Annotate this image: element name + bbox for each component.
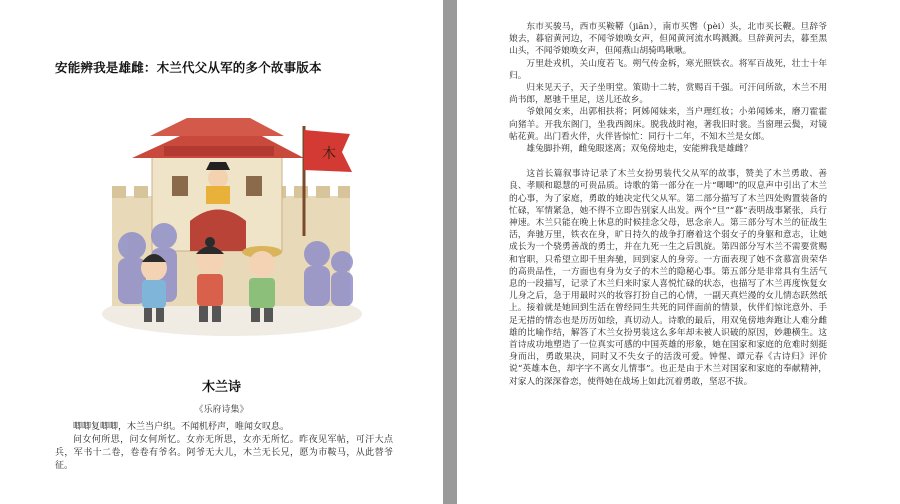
poem-continuation xyxy=(509,21,827,388)
commentary: 这首长篇叙事诗记录了木兰女扮男装代父从军的故事，赞美了木兰勇敢、善良、孝顺和聪慧的可贵品质。诗歌的第一部分在一片“唧唧”的叹息声中引出了木兰的心事，为了家庭，勇敢的她决定代父从军。第二部分描写了木兰四处购置装备的忙碌，军情紧急，她不得不立即告别家人出发。两个“旦”“暮”表明战事紧张，兵行神速。木兰只能在晚上休息的时候挂念父母，思念亲人。第三部分写木兰的征战生活，奔驰万里，铁衣在身，旷日持久的战争打磨着这个弱女子的身躯和意志，让她成长为一个骁勇善战的勇士，并在九死一生之后凯旋。第四部分写木兰不需要赏赐和官职，只希望立即千里奔驰，回到家人的身旁。一方面表现了她不贪慕富贵荣华的高贵品性，一方面也有身为女子的木兰的隐秘心事。第五部分是非常具有生活气息的一段描写，记录了木兰归来时家人喜悦忙碌的状态，也描写了木兰再度恢复女儿身之后，急于用最时兴的妆容打扮自己的心情，一副天真烂漫的女儿情态跃然纸上。接着就是她回到生活在曾经同生共死的同伴面前的情景，伙伴们惊诧意外、手足无措的情态也是历历如绘，真切动人。诗歌的最后，用双兔傍地奔跑让人难分雌雄的比喻作结，解答了木兰女扮男装这么多年却未被人识破的原因，妙趣横生。这首诗成功地塑造了一位真实可感的中国英雄的形象，她在国家和家庭的危难时刻挺身而出，勇敢果决，同时又不失女子的活泼可爱。钟惺、谭元春《古诗归》评价说“英雄本色，却字字不离女儿情事”。也正是由于木兰对国家和家庭的奉献精神，对家人的深深眷恋，使得她在战场上如此沉着勇敢，坚忍不拔。 xyxy=(509,169,827,387)
paragraph: 万里赴戎机，关山度若飞。朔气传金柝，寒光照铁衣。将军百战死，壮士十年归。 xyxy=(509,58,827,81)
page-title: 安能辨我是雄雌：木兰代父从军的多个故事版本 xyxy=(55,60,322,75)
upper-roof xyxy=(150,118,284,136)
poem-opening xyxy=(55,421,393,473)
flag-char: 木 xyxy=(322,146,336,162)
mulan-illustration xyxy=(92,86,364,358)
poem-source: 《乐府诗集》 xyxy=(194,405,249,415)
poem-title: 木兰诗 xyxy=(201,380,241,395)
paragraph: 唧唧复唧唧，木兰当户织。不闻机杼声，唯闻女叹息。 xyxy=(73,422,290,432)
gate-door xyxy=(190,210,246,252)
paragraph: 归来见天子，天子坐明堂。策勋十二转，赏赐百千强。可汗问所欲，木兰不用尚书郎，愿驰千里足，送儿还故乡。 xyxy=(509,83,827,106)
paragraph: 雄兔脚扑朔，雌兔眼迷离；双兔傍地走，安能辨我是雄雌？ xyxy=(526,144,753,155)
commander-face xyxy=(208,168,228,188)
left-page xyxy=(0,0,443,504)
page-divider xyxy=(443,0,457,504)
paragraph: 东市买骏马，西市买鞍鞯（jiān），南市买辔（pèi）头，北市买长鞭。旦辞爷娘去，暮宿黄河边，不闻爷娘唤女声，但闻黄河流水鸣溅溅。旦辞黄河去，暮至黑山头，不闻爷娘唤女声，但闻燕山胡骑鸣啾啾。 xyxy=(509,22,827,57)
paragraph: 爷娘闻女来，出郭相扶将；阿姊闻妹来，当户理红妆；小弟闻姊来，磨刀霍霍向猪羊。开我东阁门，坐我西阁床。脱我战时袍，著我旧时裳。当窗理云鬓，对镜帖花黄。出门看火伴，火伴皆惊忙：同行十二年，不知木兰是女郎。 xyxy=(509,107,827,142)
right-page xyxy=(457,0,900,504)
paragraph: 问女何所思，问女何所忆。女亦无所思，女亦无所忆。昨夜见军帖，可汗大点兵，军书十二卷，卷卷有爷名。阿爷无大儿，木兰无长兄，愿为市鞍马，从此替爷征。 xyxy=(55,434,393,471)
